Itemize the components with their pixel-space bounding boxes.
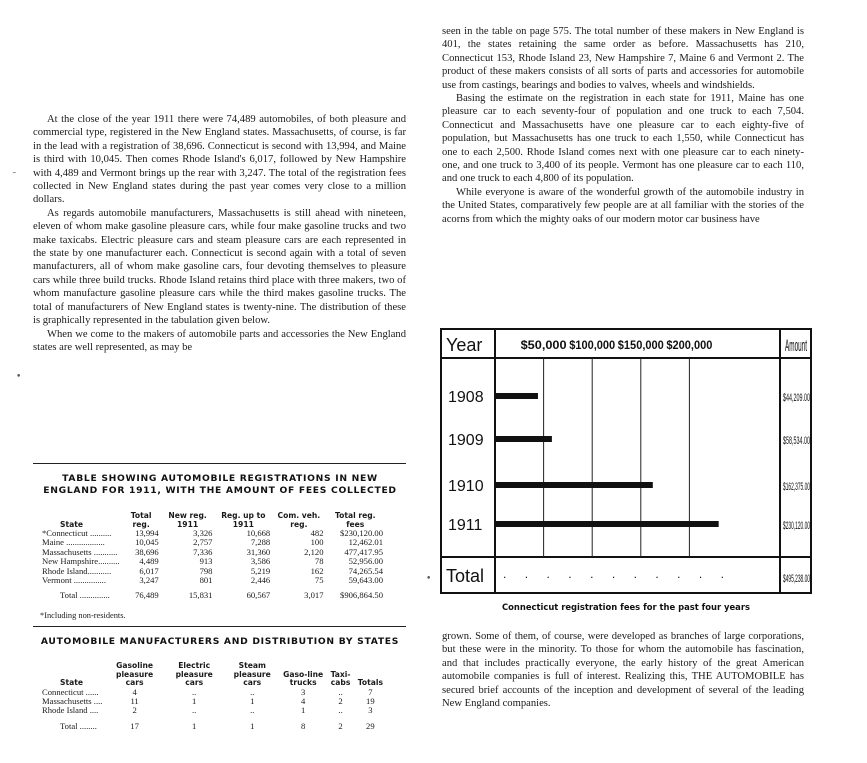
column-header: New reg. 1911 — [168, 511, 207, 529]
right-column-text-top — [442, 25, 804, 226]
column-header: Total reg. fees — [334, 511, 376, 529]
table-footnote: *Including non-residents. — [40, 611, 126, 620]
table-row: *Connecticut .......... 13,994 3,326 10,668 482 $230,120.00 — [42, 528, 383, 538]
amount-label: $230,120.00 — [783, 520, 810, 532]
year-label: 1908 — [448, 389, 484, 406]
bar — [495, 482, 653, 488]
x-tick-label: $150,000 — [617, 338, 665, 352]
column-header: Reg. up to 1911 — [221, 511, 266, 529]
registration-fees-chart — [440, 328, 812, 594]
column-header: Com. veh. reg. — [277, 511, 321, 529]
column-header: Steam pleasure cars — [233, 661, 271, 687]
divider — [33, 626, 406, 627]
table-row: New Hampshire.......... 4,489 913 3,586 78 52,956.00 — [42, 556, 383, 567]
bar — [495, 393, 538, 399]
column-header: State — [60, 519, 84, 529]
column-header: Gasoline pleasure cars — [116, 661, 154, 687]
column-header: Totals — [357, 678, 383, 687]
table-row: Vermont ............... 3,247 801 2,446 75 59,643.00 — [42, 575, 383, 586]
amount-label: $44,209.00 — [783, 392, 810, 404]
paragraph: grown. Some of them, of course, were developed as branches of large corporations, but these were in the minority. To those for whom the automobile has fascination, and that includes practically everyone, the early history of the great American automobile companies is full of interest. Realizing this, THE AUTOMOBILE has secured brief accounts of the inception and development of several of the leading New England companies. — [442, 631, 804, 710]
x-tick-label: $100,000 — [569, 338, 616, 352]
column-header: Total reg. — [130, 511, 152, 529]
paragraph: As regards automobile manufacturers, Massachusetts is still ahead with nineteen, eleven of whom make gasoline pleasure cars, while four make gasoline trucks and two make taxicabs. Electric pleasure cars and steam pleasure cars are each represented in the state by one manufacturer each. Connecticut is second again with a total of seven manufacturers, all of whom make gasoline cars, four devoting themselves to pleasure cars while three build trucks. Rhode Island retains third place with three makers, two of whom manufacture gasoline pleasure cars while the third makes gasoline trucks. The total of manufacturers of New England states is twenty-nine. The distribution of these is graphically represented in the tabulation given below. — [33, 207, 406, 327]
right-column-text-bottom — [442, 630, 804, 710]
paragraph: At the close of the year 1911 there were 74,489 automobiles, of both pleasure and commercial type, registered in the New England states. Massachusetts, of course, is far in the lead with a registration of 38,696. Connecticut is second with 13,994, and Maine is third with 10,045. Then comes Rhode Island's 6,017, followed by New Hampshire with 4,489 and Vermont brings up the rear with 3,247. The total of the registration fees collected in New England states during the past year comes very close to a million dollars. — [33, 114, 406, 206]
x-tick-label: $200,000 — [666, 338, 713, 352]
margin-mark: ˜ — [12, 172, 17, 182]
total-amount: $495,238.00 — [783, 573, 810, 585]
amount-label: $162,375.00 — [783, 481, 810, 493]
paragraph: When we come to the makers of automobile parts and accessories the New England states are well represented, as may be — [33, 328, 406, 353]
divider — [33, 463, 406, 464]
registration-table-title: TABLE SHOWING AUTOMOBILE REGISTRATIONS IN NEW ENGLAND FOR 1911, WITH THE AMOUNT OF FEES COLLECTED — [43, 473, 397, 496]
table-row: Rhode Island .... 2 .. .. 1 .. 3 — [42, 705, 373, 716]
bar — [495, 521, 719, 527]
chart-caption: Connecticut registration fees for the past four years — [502, 602, 750, 612]
year-label: 1910 — [448, 478, 484, 495]
table-row: Massachusetts ........... 38,696 7,336 31,360 2,120 477,417.95 — [42, 546, 383, 557]
column-header: Electric pleasure cars — [175, 661, 213, 687]
left-column-text — [33, 113, 406, 354]
registration-table — [40, 512, 385, 601]
table-total-row: Total .............. 76,489 15,831 60,567 3,017 $906,864.50 — [60, 590, 383, 601]
table-row: Maine .................. 10,045 2,757 7,288 100 12,462.01 — [42, 537, 383, 548]
total-label: Total — [446, 566, 485, 586]
table-total-row: Total ........ 17 1 1 8 2 29 — [60, 720, 375, 731]
margin-mark: • — [426, 574, 432, 584]
table-row: Rhode Island........... 6,017 798 5,219 162 74,265.54 — [42, 565, 383, 576]
table-row: Massachusetts .... 11 1 1 4 2 19 — [42, 695, 375, 706]
manufacturers-table-title: AUTOMOBILE MANUFACTURERS AND DISTRIBUTION BY STATES — [40, 636, 400, 647]
column-header: Gaso-line trucks — [283, 669, 324, 687]
x-tick-label: $50,000 — [520, 338, 567, 352]
paragraph: Basing the estimate on the registration in each state for 1911, Maine has one pleasure car to each seventy-four of population and one truck to each 7,504. Connecticut and Massachusetts have one pleasure car to each eighty-five of population, but Massachusetts has one truck to each 1,550, while Connecticut has one to each 2,500. Rhode Island comes next with one pleasure car to each ninety-one, and one truck to 3,400 of its people. Vermont has one pleasure car to each 110, and one truck to each 4,800 of its population. — [442, 93, 804, 185]
amount-header: Amount — [785, 336, 808, 355]
chart-frame — [441, 329, 811, 593]
column-header: State — [60, 678, 84, 687]
amount-label: $58,534.00 — [783, 435, 810, 447]
bar — [495, 436, 552, 442]
column-header: Taxi-cabs — [330, 669, 351, 687]
paragraph: While everyone is aware of the wonderful growth of the automobile industry in the United States, comparatively few people are at all familiar with the stories of the acorns from which the mighty oaks of our modern motor car business have — [442, 186, 804, 225]
total-dots: . . . . . . . . . . . — [503, 567, 728, 581]
margin-mark: • — [16, 372, 22, 382]
year-label: 1911 — [448, 517, 483, 534]
table-row: Connecticut ...... 4 .. .. 3 .. 7 — [42, 686, 373, 697]
manufacturers-table — [40, 662, 385, 731]
year-label: 1909 — [448, 432, 484, 449]
year-header: Year — [446, 335, 483, 355]
paragraph: seen in the table on page 575. The total number of these makers in New England is 401, the states retaining the same order as before. Massachusetts has 210, Connecticut 153, Rhode Island 23, New Hampshire 7, Maine 6 and Vermont 2. The product of these makers consists of all sorts of parts and accessories for automobile use from castings, bearings and bodies to valves, wheels and windshields. — [442, 26, 804, 91]
